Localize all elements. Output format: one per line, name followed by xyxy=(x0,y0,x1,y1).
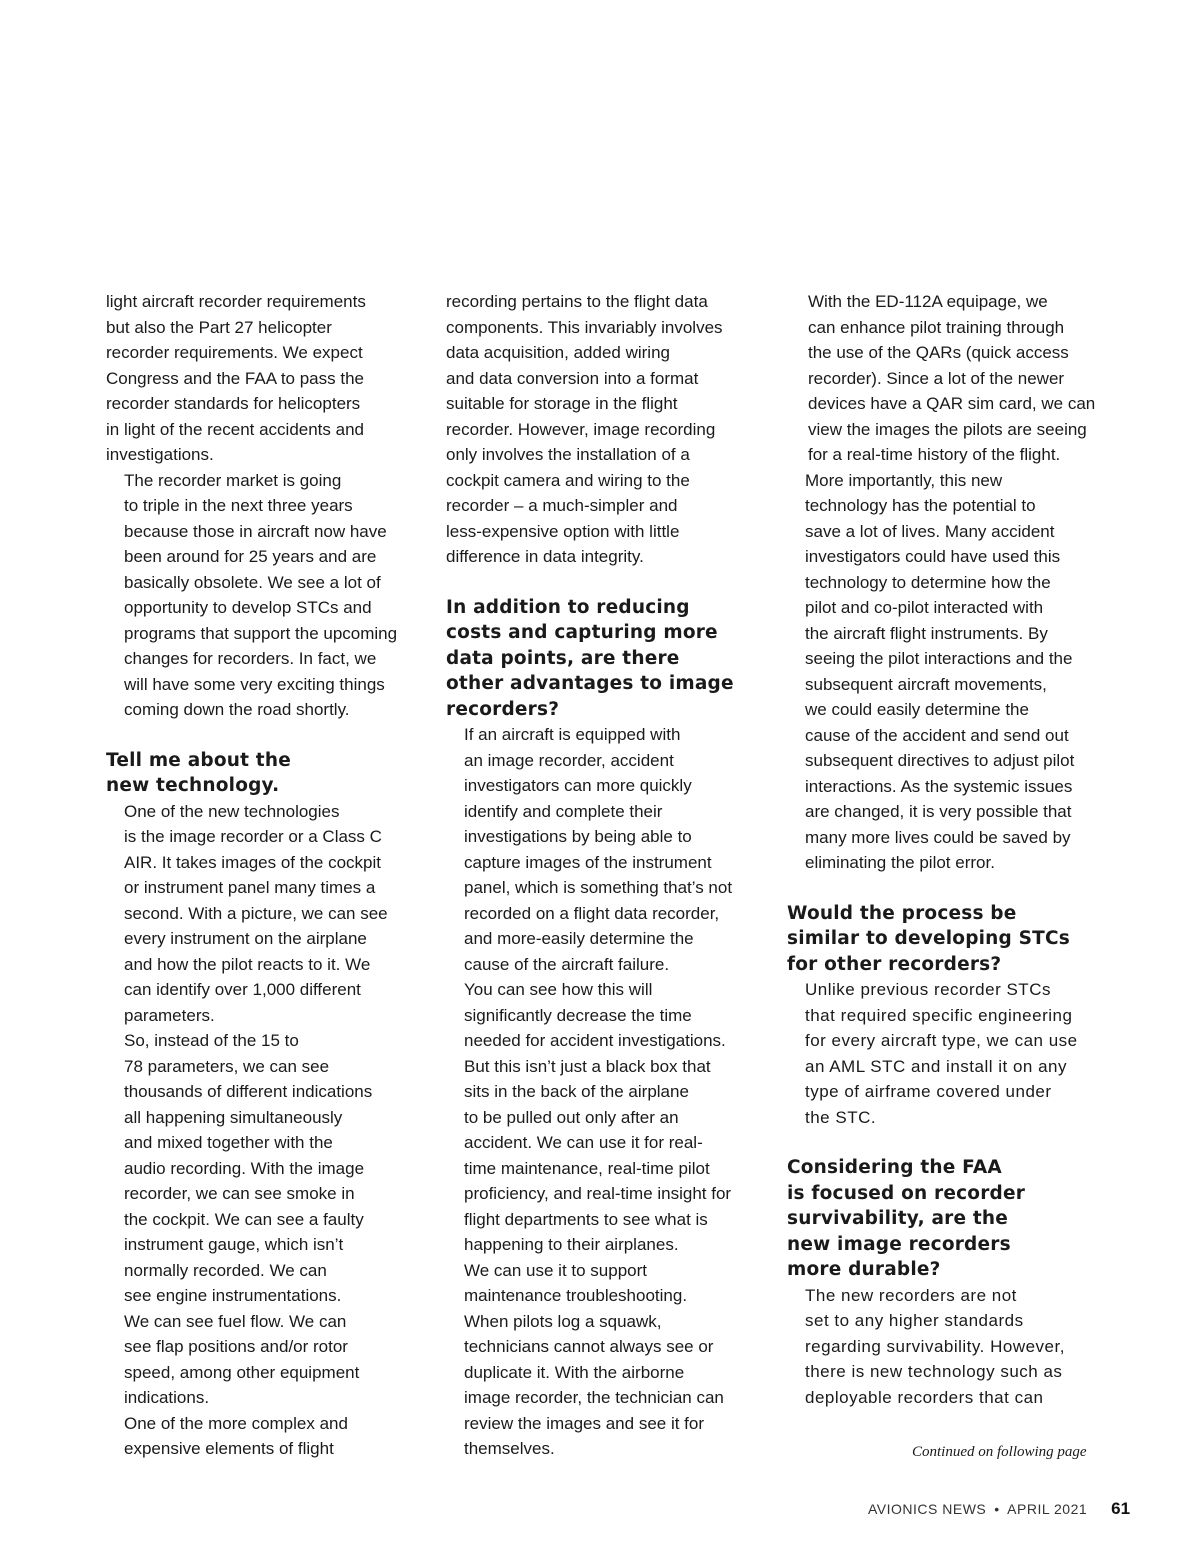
text-line: technology to determine how the xyxy=(805,572,1051,592)
subheading xyxy=(787,901,1093,978)
text-line: identify and complete their xyxy=(464,801,663,821)
text-line: regarding survivability. However, xyxy=(805,1336,1065,1356)
text-line: less-expensive option with little xyxy=(446,521,680,541)
text-line: other advantages to image xyxy=(446,673,734,694)
text-line: components. This invariably involves xyxy=(446,317,723,337)
text-line: data points, are there xyxy=(446,647,680,669)
text-line: recorder – a much-simpler and xyxy=(446,496,678,515)
text-line: More importantly, this new xyxy=(805,470,1003,490)
text-line: instrument gauge, which isn’t xyxy=(124,1235,344,1254)
text-line: One of the new technologies xyxy=(124,801,340,821)
text-line: can identify over 1,000 different xyxy=(124,980,361,999)
paragraph xyxy=(787,977,1093,1130)
text-line: to triple in the next three years xyxy=(124,496,353,515)
text-line: in light of the recent accidents and xyxy=(106,419,364,439)
text-line: for other recorders? xyxy=(787,953,1002,975)
text-line: that required specific engineering xyxy=(805,1005,1073,1025)
text-line: recorder, we can see smoke in xyxy=(124,1184,355,1203)
issue-date: APRIL 2021 xyxy=(1007,1501,1088,1517)
text-line: recorded on a flight data recorder, xyxy=(464,903,720,923)
text-line: second. With a picture, we can see xyxy=(124,903,388,923)
text-line: costs and capturing more xyxy=(446,622,718,643)
text-line: recorder). Since a lot of the newer xyxy=(808,368,1065,388)
paragraph xyxy=(106,1028,402,1411)
text-line: duplicate it. With the airborne xyxy=(464,1362,685,1382)
subheading xyxy=(787,1155,1093,1283)
paragraph xyxy=(446,722,746,977)
text-line: devices have a QAR sim card, we can xyxy=(808,394,1096,413)
text-line: new image recorders xyxy=(787,1233,1011,1255)
text-line: the aircraft flight instruments. By xyxy=(805,623,1048,643)
text-line: capture images of the instrument xyxy=(464,852,712,872)
text-line: is focused on recorder xyxy=(787,1182,1026,1204)
text-line: an image recorder, accident xyxy=(464,750,674,770)
text-line: similar to developing STCs xyxy=(787,928,1070,949)
text-line: investigators can more quickly xyxy=(464,776,692,795)
paragraph xyxy=(106,1411,402,1462)
text-line: significantly decrease the time xyxy=(464,1005,692,1025)
text-line: every instrument on the airplane xyxy=(124,929,367,948)
text-line: changes for recorders. In fact, we xyxy=(124,649,377,668)
text-line: see flap positions and/or rotor xyxy=(124,1337,348,1356)
text-line: survivability, are the xyxy=(787,1208,1009,1229)
text-line: opportunity to develop STCs and xyxy=(124,598,372,617)
text-line: The new recorders are not xyxy=(805,1285,1017,1305)
text-line: panel, which is something that’s not xyxy=(464,878,733,897)
text-line: there is new technology such as xyxy=(805,1362,1063,1381)
text-line: Unlike previous recorder STCs xyxy=(805,980,1051,999)
text-line: cause of the aircraft failure. xyxy=(464,954,670,974)
text-line: audio recording. With the image xyxy=(124,1158,365,1178)
text-line: we could easily determine the xyxy=(805,700,1029,719)
text-line: Congress and the FAA to pass the xyxy=(106,368,364,388)
text-line: Considering the FAA xyxy=(787,1157,1002,1178)
text-line: will have some very exciting things xyxy=(124,674,385,694)
text-line: light aircraft recorder requirements xyxy=(106,292,366,311)
text-line: and more-easily determine the xyxy=(464,929,694,948)
paragraph xyxy=(787,289,1096,468)
text-line: recorder standards for helicopters xyxy=(106,394,361,413)
paragraph xyxy=(446,1258,746,1462)
page-number: 61 xyxy=(1111,1499,1131,1518)
text-line: image recorder, the technician can xyxy=(464,1388,724,1407)
text-line: speed, among other equipment xyxy=(124,1362,360,1382)
paragraph xyxy=(446,977,746,1258)
text-line: technology has the potential to xyxy=(805,496,1036,515)
text-line: But this isn’t just a black box that xyxy=(464,1056,711,1076)
text-line: and how the pilot reacts to it. We xyxy=(124,954,371,974)
text-line: needed for accident investigations. xyxy=(464,1031,726,1050)
text-line: programs that support the upcoming xyxy=(124,623,398,643)
paragraph xyxy=(787,468,1093,876)
publication-name: AVIONICS NEWS xyxy=(868,1501,987,1517)
text-line: parameters. xyxy=(124,1005,215,1025)
text-line: expensive elements of flight xyxy=(124,1439,334,1458)
text-line: seeing the pilot interactions and the xyxy=(805,649,1073,668)
text-line: new technology. xyxy=(106,775,280,796)
text-line: is the image recorder or a Class C xyxy=(124,827,382,846)
text-line: One of the more complex and xyxy=(124,1413,348,1433)
subheading xyxy=(446,595,746,723)
text-line: maintenance troubleshooting. xyxy=(464,1286,688,1305)
text-line: If an aircraft is equipped with xyxy=(464,725,681,744)
text-line: themselves. xyxy=(464,1439,555,1458)
text-line: type of airframe covered under xyxy=(805,1082,1052,1101)
text-line: You can see how this will xyxy=(464,980,653,999)
text-line: all happening simultaneously xyxy=(124,1107,343,1127)
text-line: for every aircraft type, we can use xyxy=(805,1031,1078,1050)
text-line: subsequent aircraft movements, xyxy=(805,674,1047,694)
subheading xyxy=(106,748,402,799)
text-line: With the ED-112A equipage, we xyxy=(808,292,1048,311)
text-line: can enhance pilot training through xyxy=(808,317,1065,337)
text-line: see engine instrumentations. xyxy=(124,1286,342,1305)
text-line: normally recorded. We can xyxy=(124,1260,327,1280)
text-line: been around for 25 years and are xyxy=(124,547,377,566)
text-line: When pilots log a squawk, xyxy=(464,1311,662,1331)
text-line: cause of the accident and send out xyxy=(805,725,1069,745)
text-line: time maintenance, real-time pilot xyxy=(464,1158,710,1178)
text-line: investigations. xyxy=(106,445,214,464)
text-line: to be pulled out only after an xyxy=(464,1107,679,1127)
text-line: indications. xyxy=(124,1388,210,1407)
footer-bullet: • xyxy=(994,1501,1000,1517)
text-line: In addition to reducing xyxy=(446,596,690,618)
text-line: thousands of different indications xyxy=(124,1082,373,1101)
text-line: are changed, it is very possible that xyxy=(805,802,1072,821)
text-line: Tell me about the xyxy=(106,749,291,771)
paragraph xyxy=(106,289,402,468)
continued-note: Continued on following page xyxy=(912,1444,1087,1460)
text-line: recorder. However, image recording xyxy=(446,419,716,439)
text-line: save a lot of lives. Many accident xyxy=(805,521,1055,541)
text-line: interactions. As the systemic issues xyxy=(805,776,1073,796)
text-line: sits in the back of the airplane xyxy=(464,1082,689,1101)
text-line: subsequent directives to adjust pilot xyxy=(805,751,1075,770)
paragraph xyxy=(106,799,402,1029)
column-3 xyxy=(787,289,1096,1410)
text-line: accident. We can use it for real- xyxy=(464,1133,703,1152)
column-2 xyxy=(446,289,746,1462)
text-line: or instrument panel many times a xyxy=(124,878,376,897)
text-line: pilot and co-pilot interacted with xyxy=(805,598,1044,617)
text-line: basically obsolete. We see a lot of xyxy=(124,572,381,592)
text-line: Would the process be xyxy=(787,902,1017,924)
text-line: We can see fuel flow. We can xyxy=(124,1311,347,1331)
text-line: investigators could have used this xyxy=(805,547,1061,566)
text-line: review the images and see it for xyxy=(464,1413,705,1433)
page-footer xyxy=(868,1499,1130,1519)
text-line: coming down the road shortly. xyxy=(124,700,350,719)
paragraph xyxy=(106,468,402,723)
text-line: the STC. xyxy=(805,1107,877,1127)
text-line: for a real-time history of the flight. xyxy=(808,445,1061,464)
text-line: So, instead of the 15 to xyxy=(124,1031,299,1050)
text-line: flight departments to see what is xyxy=(464,1209,708,1229)
text-line: data acquisition, added wiring xyxy=(446,343,670,362)
text-line: but also the Part 27 helicopter xyxy=(106,317,332,337)
text-line: technicians cannot always see or xyxy=(464,1337,714,1356)
text-line: deployable recorders that can xyxy=(805,1387,1044,1407)
text-line: only involves the installation of a xyxy=(446,445,690,464)
text-line: and mixed together with the xyxy=(124,1133,333,1152)
text-line: an AML STC and install it on any xyxy=(805,1056,1068,1076)
text-line: cockpit camera and wiring to the xyxy=(446,470,690,490)
text-line: many more lives could be saved by xyxy=(805,827,1071,847)
column-1 xyxy=(106,289,402,1462)
text-line: We can use it to support xyxy=(464,1260,648,1280)
text-line: view the images the pilots are seeing xyxy=(808,419,1087,439)
text-line: more durable? xyxy=(787,1259,941,1280)
text-line: 78 parameters, we can see xyxy=(124,1056,330,1076)
paragraph xyxy=(446,289,746,570)
text-line: proficiency, and real-time insight for xyxy=(464,1184,732,1203)
text-line: and data conversion into a format xyxy=(446,368,699,388)
text-line: investigations by being able to xyxy=(464,827,692,846)
text-line: recording pertains to the flight data xyxy=(446,292,708,311)
text-line: because those in aircraft now have xyxy=(124,521,387,541)
text-line: eliminating the pilot error. xyxy=(805,853,995,872)
text-line: the use of the QARs (quick access xyxy=(808,343,1069,362)
text-line: the cockpit. We can see a faulty xyxy=(124,1209,364,1229)
text-line: happening to their airplanes. xyxy=(464,1235,679,1254)
text-line: difference in data integrity. xyxy=(446,547,644,566)
text-line: recorders? xyxy=(446,698,560,720)
text-line: The recorder market is going xyxy=(124,470,342,490)
text-line: AIR. It takes images of the cockpit xyxy=(124,852,382,872)
text-line: set to any higher standards xyxy=(805,1311,1024,1330)
text-line: suitable for storage in the flight xyxy=(446,394,678,413)
paragraph xyxy=(787,1283,1093,1411)
text-line: recorder requirements. We expect xyxy=(106,343,363,362)
